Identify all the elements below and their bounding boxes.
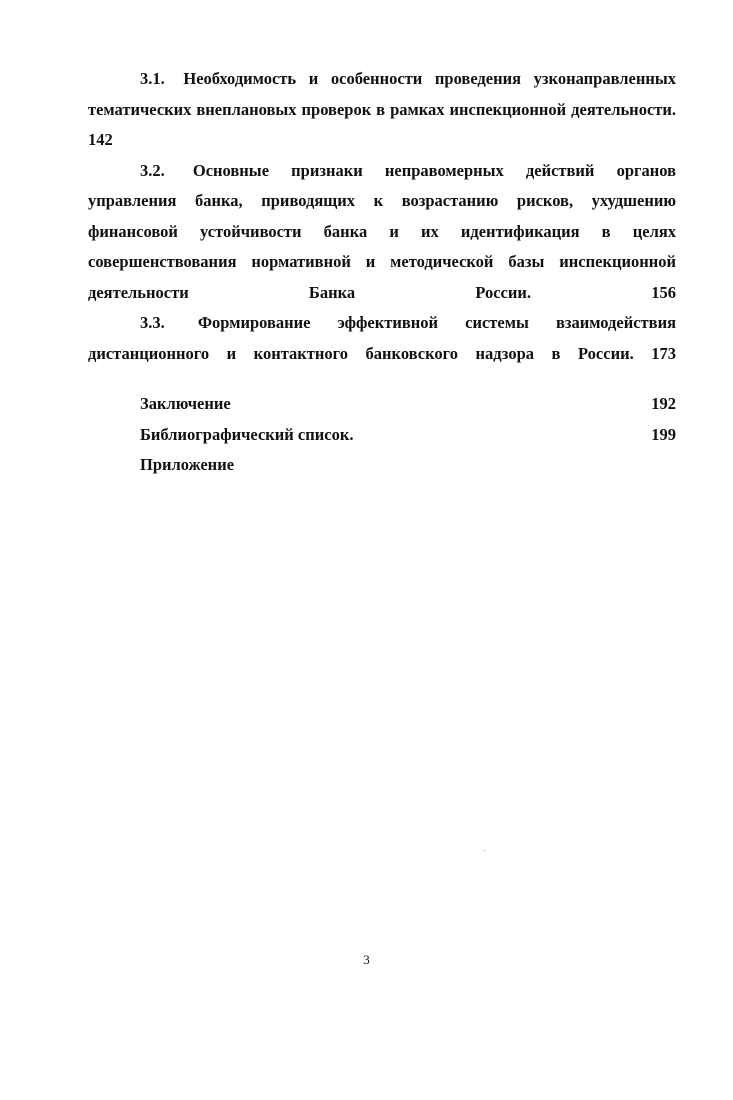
toc-entry-number: 3.2. [140, 160, 165, 180]
toc-entry-number: 3.1. [140, 69, 165, 88]
toc-entry-title: Основные признаки неправомерных действий органов управления банка, приводящих к возрастанию рисков, ухудшению финансовой устойчивости банка и их идентификация в целях совершенствования нормативной и методической базы инспекционной деятельности Банка России. [88, 160, 676, 302]
toc-entry-page: 156 [651, 282, 677, 302]
toc-entry-bibliography [140, 420, 676, 451]
toc-entry-page: 192 [651, 394, 676, 413]
toc-entry-appendix [140, 450, 676, 481]
toc-entry-title: Необходимость и особенности проведения узконаправленных тематических внеплановых проверок в рамках инспекционной деятельности. [88, 69, 676, 119]
toc-entry-3-1 [88, 64, 676, 156]
toc-entry-page: 199 [651, 424, 676, 444]
toc-entry-conclusion [140, 389, 676, 420]
toc-entry-title: Формирование эффективной системы взаимодействия дистанционного и контактного банковского надзора в России. [88, 313, 677, 363]
toc-entry-page: 173 [651, 343, 677, 363]
toc-entry-3-2 [88, 156, 676, 309]
toc-entry-title: Библиографический список. [140, 424, 354, 444]
scan-speck [484, 850, 485, 851]
table-of-contents [88, 64, 676, 369]
toc-entry-title: Заключение [140, 394, 231, 413]
toc-entry-title: Приложение [140, 455, 235, 474]
toc-entry-3-3 [88, 308, 676, 369]
toc-entry-number: 3.3. [140, 313, 165, 332]
toc-entry-page: 142 [88, 130, 113, 149]
page-number: 3 [363, 952, 370, 967]
back-matter-list [140, 389, 676, 481]
